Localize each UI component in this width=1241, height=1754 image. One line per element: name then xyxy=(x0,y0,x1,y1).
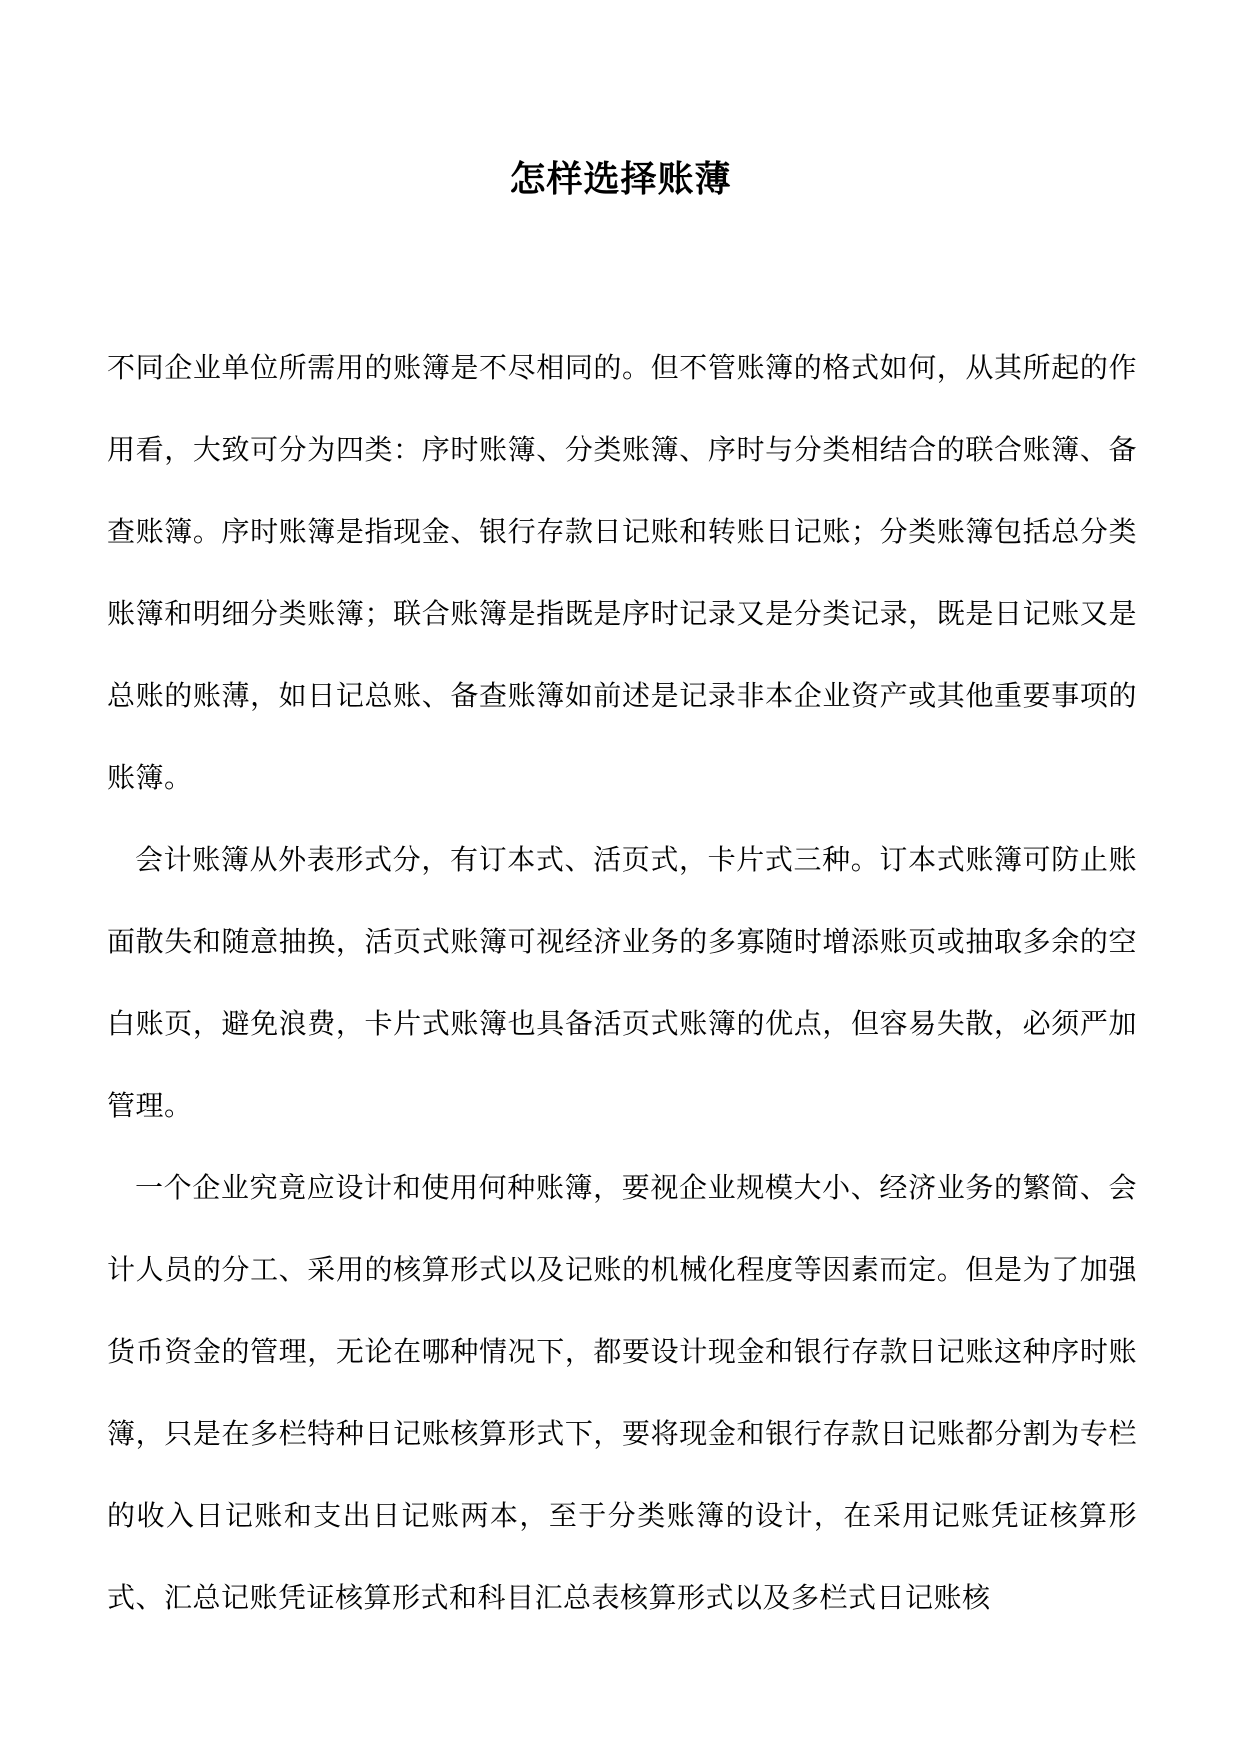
paragraph-3: 一个企业究竟应设计和使用何种账簿，要视企业规模大小、经济业务的繁简、会计人员的分工、采用的核算形式以及记账的机械化程度等因素而定。但是为了加强货币资金的管理，无论在哪种情况下，都要设计现金和银行存款日记账这种序时账簿，只是在多栏特种日记账核算形式下，要将现金和银行存款日记账都分割为专栏的收入日记账和支出日记账两本，至于分类账簿的设计，在采用记账凭证核算形式、汇总记账凭证核算形式和科目汇总表核算形式以及多栏式日记账核 xyxy=(107,1171,1137,1614)
paragraph-2: 会计账簿从外表形式分，有订本式、活页式，卡片式三种。订本式账簿可防止账面散失和随意抽换，活页式账簿可视经济业务的多寡随时增添账页或抽取多余的空白账页，避免浪费，卡片式账簿也具备活页式账簿的优点，但容易失散，必须严加管理。 xyxy=(107,843,1137,1122)
document-body xyxy=(107,327,1137,1639)
paragraph-1: 不同企业单位所需用的账簿是不尽相同的。但不管账簿的格式如何，从其所起的作用看，大致可分为四类：序时账簿、分类账簿、序时与分类相结合的联合账簿、备查账簿。序时账簿是指现金、银行存款日记账和转账日记账；分类账簿包括总分类账簿和明细分类账簿；联合账簿是指既是序时记录又是分类记录，既是日记账又是总账的账薄，如日记总账、备查账簿如前述是记录非本企业资产或其他重要事项的账簿。 xyxy=(107,351,1137,794)
document-title: 怎样选择账薄 xyxy=(509,159,732,200)
